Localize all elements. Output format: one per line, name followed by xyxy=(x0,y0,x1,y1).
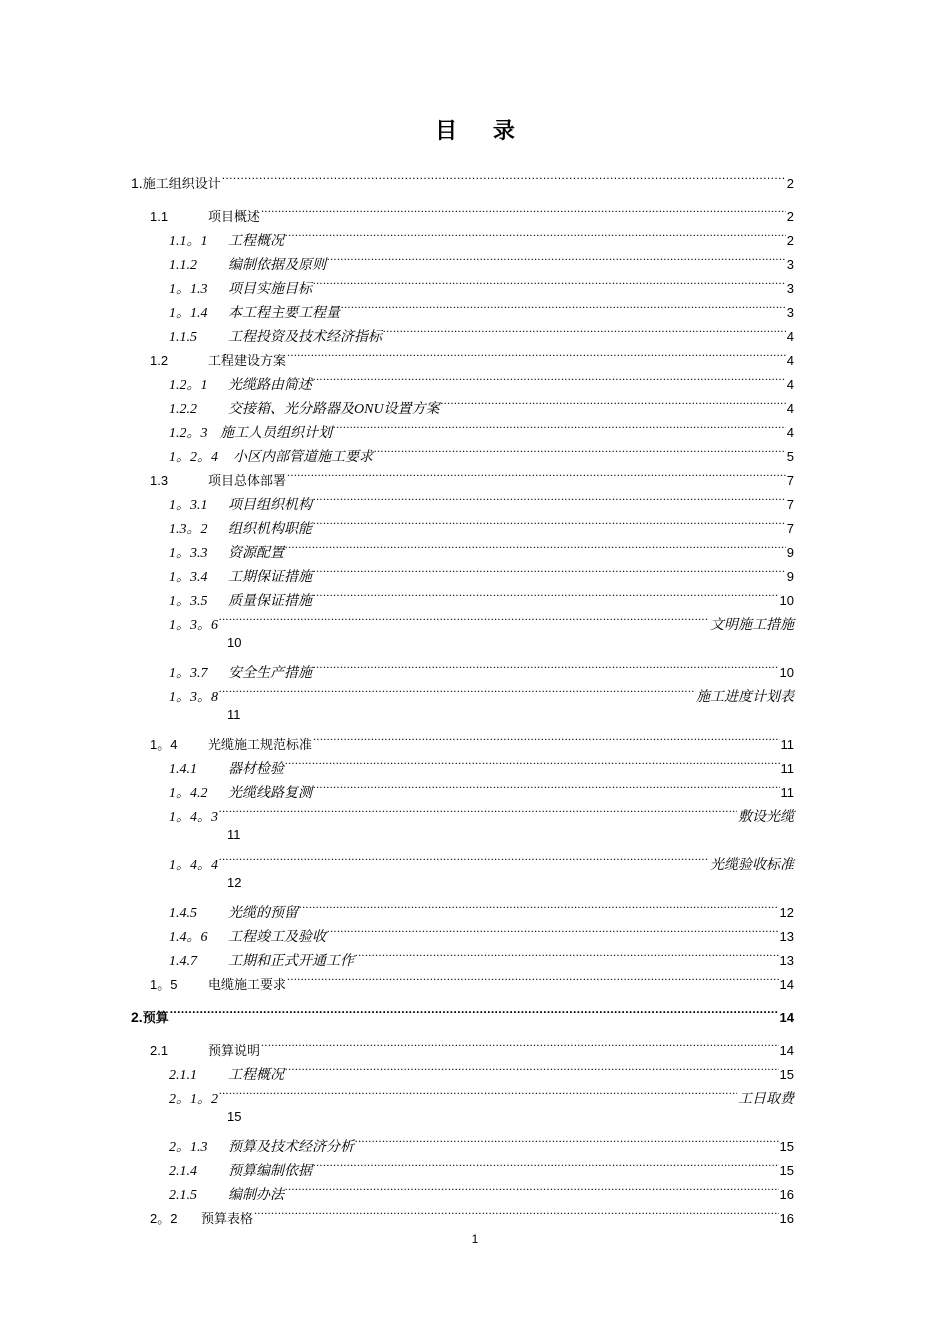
footer-page-number: 1 xyxy=(471,1232,479,1246)
toc-entry[interactable] xyxy=(169,1083,794,1107)
toc-entry-number: 1。3。6 xyxy=(169,618,218,633)
toc-entry-number: 1.2。1 xyxy=(169,378,208,393)
toc-entry-title: 光缆验收标准 xyxy=(710,858,794,873)
toc-entry-page: 7 xyxy=(786,521,794,536)
toc-entry-number: 1。1.4 xyxy=(169,306,208,321)
toc-entry-title: 预算 xyxy=(142,1011,169,1026)
toc-entry-number: 1。1.3 xyxy=(169,282,208,297)
toc-entry[interactable] xyxy=(150,345,794,369)
dot-leader xyxy=(341,297,786,317)
toc-entry-number: 2。1。2 xyxy=(169,1092,218,1107)
toc-entry[interactable] xyxy=(169,777,794,801)
toc-entry[interactable] xyxy=(169,225,794,249)
toc-entry[interactable] xyxy=(169,1179,794,1203)
toc-entry-page: 2 xyxy=(786,233,794,248)
toc-entry-page: 7 xyxy=(786,497,794,512)
toc-entry-number: 1.1 xyxy=(150,209,169,224)
dot-leader xyxy=(299,897,779,917)
toc-entry-page: 14 xyxy=(779,977,794,992)
dot-leader xyxy=(327,249,786,269)
dot-leader xyxy=(222,168,786,188)
page-title: 目 录 xyxy=(435,119,529,144)
dot-leader xyxy=(333,417,786,437)
toc-entry-page: 4 xyxy=(786,353,794,368)
toc-entry-title: 预算编制依据 xyxy=(228,1164,312,1179)
toc-entry-page: 12 xyxy=(227,875,242,890)
toc-entry-number: 1.4。6 xyxy=(169,930,208,945)
dot-leader xyxy=(285,1059,779,1079)
dot-leader xyxy=(313,777,780,797)
toc-entry-title: 项目实施目标 xyxy=(228,282,312,297)
toc-entry[interactable] xyxy=(169,441,794,465)
toc-entry[interactable] xyxy=(150,465,794,489)
toc-entry-number: 1。3.7 xyxy=(169,666,208,681)
toc-entry-page: 4 xyxy=(786,377,794,392)
toc-entry-title: 工程概况 xyxy=(228,234,284,249)
dot-leader xyxy=(261,201,786,221)
toc-entry-title: 器材检验 xyxy=(228,762,284,777)
toc-entry-page: 4 xyxy=(786,329,794,344)
toc-entry[interactable] xyxy=(169,561,794,585)
toc-entry-title: 交接箱、光分路器及ONU设置方案 xyxy=(228,402,440,417)
dot-leader xyxy=(285,753,780,773)
toc-entry-number: 1。5 xyxy=(150,977,178,992)
toc-entry-title: 工程投资及技术经济指标 xyxy=(228,330,382,345)
toc-entry-page: 10 xyxy=(779,665,794,680)
toc-entry-number: 2. xyxy=(131,1009,143,1025)
toc-entry-title: 编制办法 xyxy=(228,1188,284,1203)
toc-entry-page: 3 xyxy=(786,281,794,296)
toc-entry-number: 1。4。4 xyxy=(169,858,218,873)
toc-entry[interactable] xyxy=(131,1002,794,1026)
toc-entry[interactable] xyxy=(169,609,794,633)
toc-entry[interactable] xyxy=(169,897,794,921)
toc-entry-number: 1.3 xyxy=(150,473,169,488)
toc-entry[interactable] xyxy=(169,297,794,321)
toc-entry[interactable] xyxy=(150,969,794,993)
dot-leader xyxy=(313,273,786,293)
toc-entry[interactable] xyxy=(169,489,794,513)
dot-leader xyxy=(313,1155,779,1175)
toc-entry-number: 1.2。3 xyxy=(169,426,208,441)
toc-entry[interactable] xyxy=(169,249,794,273)
dot-leader xyxy=(285,225,786,245)
toc-entry[interactable] xyxy=(169,921,794,945)
toc-entry-page: 14 xyxy=(779,1043,794,1058)
toc-entry-page: 16 xyxy=(779,1211,794,1226)
dot-leader xyxy=(327,921,779,941)
toc-entry-title: 预算表格 xyxy=(201,1212,254,1227)
toc-entry[interactable] xyxy=(169,417,794,441)
toc-entry-number: 1.4.7 xyxy=(169,954,197,969)
toc-entry-title: 质量保证措施 xyxy=(228,594,312,609)
toc-entry-title: 工程建设方案 xyxy=(208,354,287,369)
dot-leader xyxy=(313,513,786,533)
toc-entry-number: 1.2 xyxy=(150,353,169,368)
toc-entry-title: 本工程主要工程量 xyxy=(228,306,340,321)
dot-leader xyxy=(287,969,779,989)
toc-entry[interactable] xyxy=(169,1059,794,1083)
toc-entry-title: 工程概况 xyxy=(228,1068,284,1083)
toc-entry-number: 1.1。1 xyxy=(169,234,208,249)
toc-entry-number: 1.1.5 xyxy=(169,330,197,345)
toc-entry-number: 1。4。3 xyxy=(169,810,218,825)
toc-entry[interactable] xyxy=(169,513,794,537)
toc-entry-page: 11 xyxy=(780,785,794,800)
toc-entry-number: 1.4.1 xyxy=(169,762,197,777)
toc-entry[interactable] xyxy=(169,945,794,969)
toc-entry[interactable] xyxy=(169,321,794,345)
toc-entry-title: 工日取费 xyxy=(738,1092,794,1107)
toc-entry[interactable] xyxy=(169,393,794,417)
toc-entry-title: 施工人员组织计划 xyxy=(220,426,332,441)
dot-leader xyxy=(313,489,786,509)
dot-leader xyxy=(254,1203,779,1223)
toc-entry-title: 预算说明 xyxy=(208,1044,261,1059)
toc-entry-number: 1。3.3 xyxy=(169,546,208,561)
toc-entry-title: 编制依据及原则 xyxy=(228,258,326,273)
toc-entry[interactable] xyxy=(169,849,794,873)
toc-entry-title: 电缆施工要求 xyxy=(208,978,287,993)
toc-entry-page: 15 xyxy=(227,1109,242,1124)
toc-entry-title: 安全生产措施 xyxy=(228,666,312,681)
toc-entry-page: 16 xyxy=(779,1187,794,1202)
toc-entry-page: 13 xyxy=(779,929,794,944)
toc-entry[interactable] xyxy=(150,729,794,753)
toc-entry-page: 11 xyxy=(227,827,241,842)
toc-entry-title: 项目总体部署 xyxy=(208,474,287,489)
toc-entry-title: 工期保证措施 xyxy=(228,570,312,585)
toc-entry-number: 1.1.2 xyxy=(169,258,197,273)
toc-entry[interactable] xyxy=(169,753,794,777)
toc-entry-title: 工期和正式开通工作 xyxy=(228,954,354,969)
toc-entry-number: 1。4 xyxy=(150,737,178,752)
toc-entry[interactable] xyxy=(169,801,794,825)
toc-entry[interactable] xyxy=(169,681,794,705)
toc-entry-page: 12 xyxy=(779,905,794,920)
toc-entry-number: 2。1.3 xyxy=(169,1140,208,1155)
toc-entry-title: 预算及技术经济分析 xyxy=(228,1140,354,1155)
toc-entry-page: 2 xyxy=(786,176,794,191)
toc-entry-page: 3 xyxy=(786,305,794,320)
toc-entry-number: 1.3。2 xyxy=(169,522,208,537)
toc-entry-number: 2.1 xyxy=(150,1043,169,1058)
toc-entry[interactable] xyxy=(169,537,794,561)
dot-leader xyxy=(313,729,779,749)
toc-entry-page: 15 xyxy=(779,1163,794,1178)
dot-leader xyxy=(285,1179,779,1199)
toc-entry-page: 11 xyxy=(227,707,241,722)
toc-entry-number: 1。3。8 xyxy=(169,690,218,705)
toc-entry[interactable] xyxy=(169,585,794,609)
toc-entry[interactable] xyxy=(169,1155,794,1179)
toc-entry-title: 组织机构职能 xyxy=(228,522,312,537)
toc-entry-page: 14 xyxy=(779,1010,794,1025)
toc-entry-title: 施工组织设计 xyxy=(142,177,221,192)
dot-leader xyxy=(219,1083,737,1103)
dot-leader xyxy=(313,585,779,605)
dot-leader xyxy=(219,609,709,629)
toc-entry-page: 15 xyxy=(779,1139,794,1154)
toc-entry-page: 9 xyxy=(786,569,794,584)
toc-entry-page: 13 xyxy=(779,953,794,968)
toc-entry-number: 1。4.2 xyxy=(169,786,208,801)
toc-entry-number: 1. xyxy=(131,175,143,191)
toc-entry[interactable] xyxy=(131,168,794,192)
toc-entry-number: 1。2。4 xyxy=(169,450,218,465)
toc-entry-page: 3 xyxy=(786,257,794,272)
toc-entry[interactable] xyxy=(169,273,794,297)
toc-entry-page: 2 xyxy=(786,209,794,224)
toc-entry-page: 9 xyxy=(786,545,794,560)
dot-leader xyxy=(285,537,786,557)
toc-entry-title: 施工进度计划表 xyxy=(696,690,794,705)
toc-entry-page: 5 xyxy=(786,449,794,464)
toc-entry-number: 1。3.5 xyxy=(169,594,208,609)
toc-entry-page: 4 xyxy=(786,425,794,440)
toc-entry-number: 2.1.1 xyxy=(169,1068,197,1083)
toc-entry-title: 光缆线路复测 xyxy=(228,786,312,801)
toc-entry-title: 敷设光缆 xyxy=(738,810,794,825)
toc-entry-title: 文明施工措施 xyxy=(710,618,794,633)
dot-leader xyxy=(313,657,779,677)
dot-leader xyxy=(374,441,786,461)
toc-entry-title: 项目组织机构 xyxy=(228,498,312,513)
toc-entry[interactable] xyxy=(150,201,794,225)
toc-entry-page: 10 xyxy=(779,593,794,608)
toc-entry-number: 2.1.5 xyxy=(169,1188,197,1203)
dot-leader xyxy=(355,1131,779,1151)
dot-leader xyxy=(355,945,779,965)
toc-entry-number: 2.1.4 xyxy=(169,1164,197,1179)
toc-entry-title: 光缆施工规范标准 xyxy=(208,738,313,753)
dot-leader xyxy=(287,465,786,485)
dot-leader xyxy=(441,393,786,413)
toc-entry-page: 4 xyxy=(786,401,794,416)
dot-leader xyxy=(313,561,786,581)
toc-entry-number: 1.2.2 xyxy=(169,402,197,417)
toc-entry-title: 小区内部管道施工要求 xyxy=(233,450,373,465)
toc-entry-number: 1。3.1 xyxy=(169,498,208,513)
toc-entry-title: 资源配置 xyxy=(228,546,284,561)
dot-leader xyxy=(261,1035,779,1055)
toc-entry[interactable] xyxy=(169,657,794,681)
toc-entry-number: 1。3.4 xyxy=(169,570,208,585)
toc-entry-title: 光缆的预留 xyxy=(228,906,298,921)
toc-entry-title: 工程竣工及验收 xyxy=(228,930,326,945)
toc-entry-page: 7 xyxy=(786,473,794,488)
toc-entry-page: 15 xyxy=(779,1067,794,1082)
toc-entry[interactable] xyxy=(169,1131,794,1155)
toc-entry-number: 2。2 xyxy=(150,1211,178,1226)
toc-entry-page: 10 xyxy=(227,635,242,650)
dot-leader xyxy=(383,321,786,341)
dot-leader xyxy=(219,849,709,869)
toc-entry-title: 项目概述 xyxy=(208,210,261,225)
toc-entry-page: 11 xyxy=(780,737,794,752)
dot-leader xyxy=(313,369,786,389)
toc-entry[interactable] xyxy=(150,1035,794,1059)
dot-leader xyxy=(219,681,695,701)
toc-entry-page: 11 xyxy=(780,761,794,776)
toc-entry[interactable] xyxy=(150,1203,794,1227)
toc-entry[interactable] xyxy=(169,369,794,393)
dot-leader xyxy=(219,801,737,821)
dot-leader xyxy=(287,345,786,365)
toc-entry-number: 1.4.5 xyxy=(169,906,197,921)
toc-entry-title: 光缆路由简述 xyxy=(228,378,312,393)
dot-leader xyxy=(170,1002,779,1022)
